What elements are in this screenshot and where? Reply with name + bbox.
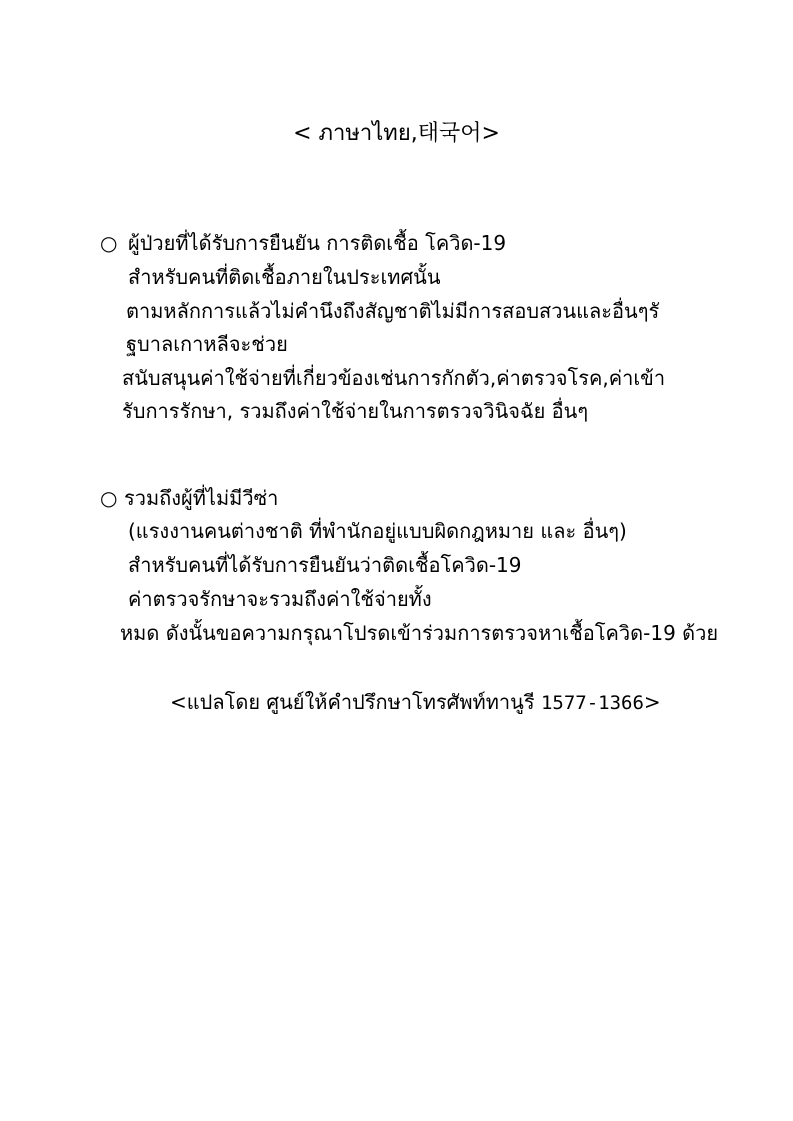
section-1-line-3: ตามหลักการแล้วไม่คำนึงถึงสัญชาติไม่มีการสอบสวนและอื่นๆรั bbox=[126, 299, 660, 323]
page-title: < ภาษาไทย,태국어> bbox=[293, 121, 500, 146]
section-2-line-1: รวมถึงผู้ที่ไม่มีวีซ่า bbox=[124, 486, 279, 510]
section-1-line-1: ผู้ป่วยที่ได้รับการยืนยัน การติดเชื้อ โควิด-19 bbox=[128, 231, 507, 255]
section-2-line-3: สำหรับคนที่ได้รับการยืนยันว่าติดเชื้อโควิด-19 bbox=[128, 553, 522, 577]
section-2-line-2: (แรงงานคนต่างชาติ ที่พำนักอยู่แบบผิดกฎหมาย และ อื่นๆ) bbox=[128, 519, 627, 543]
bullet-circle-icon: ○ bbox=[100, 231, 118, 255]
section-2-line-5: หมด ดังนั้นขอความกรุณาโปรดเข้าร่วมการตรวจหาเชื้อโควิด-19 ด้วย bbox=[120, 621, 719, 645]
translation-credit-close: > bbox=[643, 690, 661, 714]
section-2-line-4: ค่าตรวจรักษาจะรวมถึงค่าใช้จ่ายทั้ง bbox=[128, 587, 432, 611]
hotline-number: 1577-1366 bbox=[540, 692, 644, 714]
translation-credit-text: <แปลโดย ศูนย์ให้คำปรึกษาโทรศัพท์ทานูรี bbox=[170, 690, 541, 714]
bullet-circle-icon: ○ bbox=[100, 486, 118, 510]
section-1-line-5: สนับสนุนค่าใช้จ่ายที่เกี่ยวข้องเช่นการกักตัว,ค่าตรวจโรค,ค่าเข้า bbox=[122, 366, 666, 390]
section-1-line-4: ฐบาลเกาหลีจะช่วย bbox=[126, 332, 288, 356]
section-1-line-6: รับการรักษา, รวมถึงค่าใช้จ่ายในการตรวจวินิจฉัย อื่นๆ bbox=[122, 399, 589, 423]
section-1-line-2: สำหรับคนที่ติดเชื้อภายในประเทศนั้น bbox=[128, 265, 441, 289]
translation-credit bbox=[170, 685, 661, 720]
